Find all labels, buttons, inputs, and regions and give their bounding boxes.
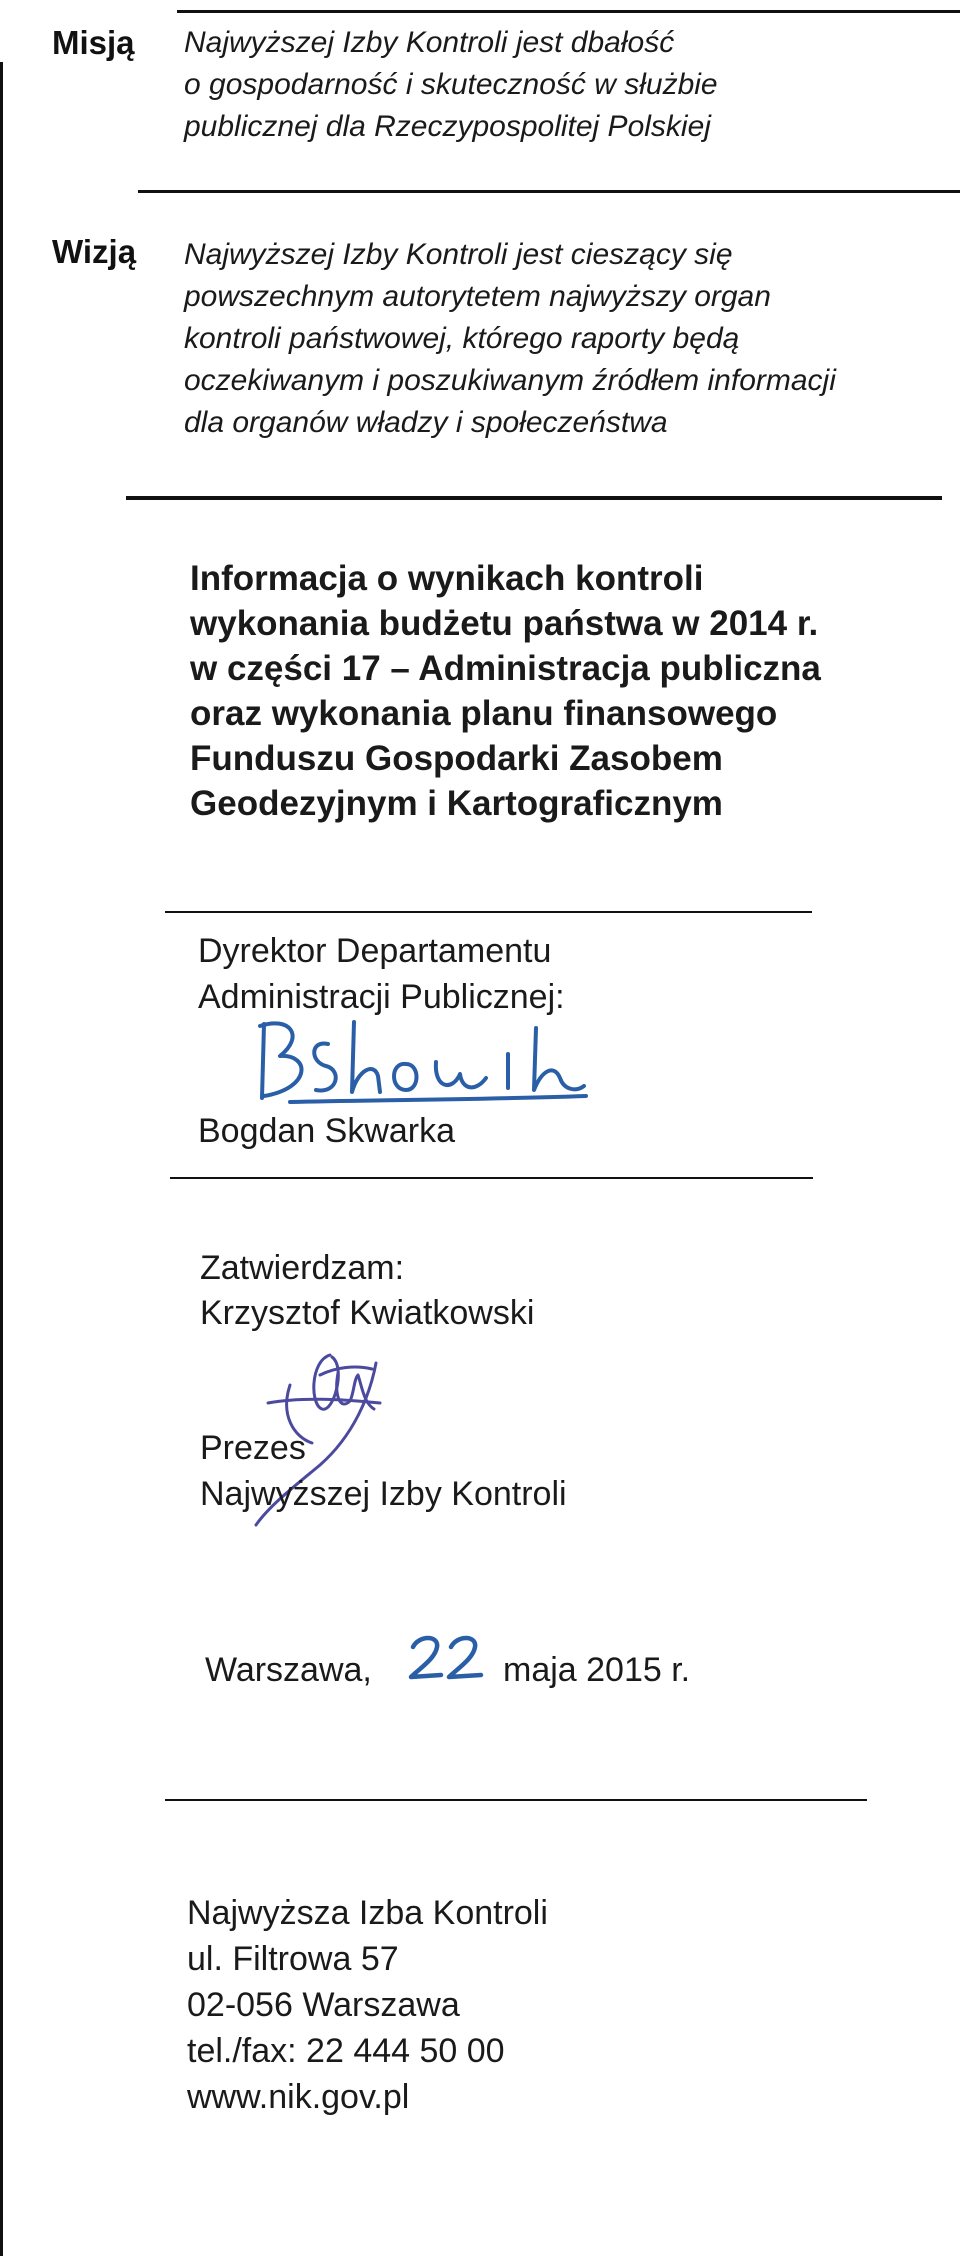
vision-line: kontroli państwowej, którego raporty będą	[184, 322, 740, 355]
report-title-line: Geodezyjnym i Kartograficznym	[190, 784, 723, 823]
report-title-line: w części 17 – Administracja publiczna	[190, 649, 821, 688]
director-role-line: Administracji Publicznej:	[198, 978, 565, 1016]
vision-line: Najwyższej Izby Kontroli jest cieszący się	[184, 238, 733, 271]
mission-statement	[184, 22, 718, 148]
date-line	[205, 1633, 725, 1693]
vision-label: Wizją	[52, 233, 137, 270]
date-city: Warszawa,	[205, 1651, 372, 1689]
left-border	[0, 62, 3, 2256]
mission-label: Misją	[52, 24, 135, 61]
date-divider	[165, 1799, 867, 1801]
contact-org: Najwyższa Izba Kontroli	[187, 1894, 548, 1932]
approver-title-line: Najwyższej Izby Kontroli	[200, 1475, 567, 1513]
report-title	[190, 556, 821, 826]
report-title-line: Funduszu Gospodarki Zasobem	[190, 739, 723, 778]
director-signature-text: BSkwarka	[250, 1018, 255, 1019]
vision-line: oczekiwanym i poszukiwanym źródłem informacji	[184, 364, 836, 397]
mission-line: publicznej dla Rzeczypospolitej Polskiej	[184, 110, 711, 143]
approval-label: Zatwierdzam:	[200, 1249, 405, 1287]
director-name: Bogdan Skwarka	[198, 1112, 456, 1150]
mission-line: Najwyższej Izby Kontroli jest dbałość	[184, 26, 675, 59]
contact-block	[187, 1890, 548, 2120]
vision-statement	[184, 234, 836, 444]
contact-street: ul. Filtrowa 57	[187, 1940, 399, 1978]
vision-line: powszechnym autorytetem najwyższy organ	[184, 280, 771, 313]
approver-title	[200, 1425, 567, 1517]
title-divider	[165, 911, 812, 913]
director-role	[198, 928, 565, 1020]
mission-line: o gospodarność i skuteczność w służbie	[184, 68, 718, 101]
report-title-line: Informacja o wynikach kontroli	[190, 559, 704, 598]
approver-name: Krzysztof Kwiatkowski	[200, 1294, 535, 1332]
contact-web-link[interactable]: www.nik.gov.pl	[187, 2078, 410, 2116]
report-title-line: oraz wykonania planu finansowego	[190, 694, 778, 733]
date-day-text: 22	[407, 1633, 409, 1634]
director-signature	[250, 1018, 590, 1108]
contact-postal: 02-056 Warszawa	[187, 1986, 460, 2024]
date-day	[407, 1633, 487, 1683]
report-title-line: wykonania budżetu państwa w 2014 r.	[190, 604, 819, 643]
vision-divider	[126, 496, 942, 500]
contact-phone: tel./fax: 22 444 50 00	[187, 2032, 505, 2070]
vision-line: dla organów władzy i społeczeństwa	[184, 406, 668, 439]
top-rule	[177, 10, 960, 13]
approver-title-line: Prezes	[200, 1429, 306, 1467]
director-divider	[170, 1177, 813, 1179]
mission-divider	[138, 190, 960, 193]
date-month-year: maja 2015 r.	[503, 1651, 691, 1689]
director-role-line: Dyrektor Departamentu	[198, 932, 552, 970]
